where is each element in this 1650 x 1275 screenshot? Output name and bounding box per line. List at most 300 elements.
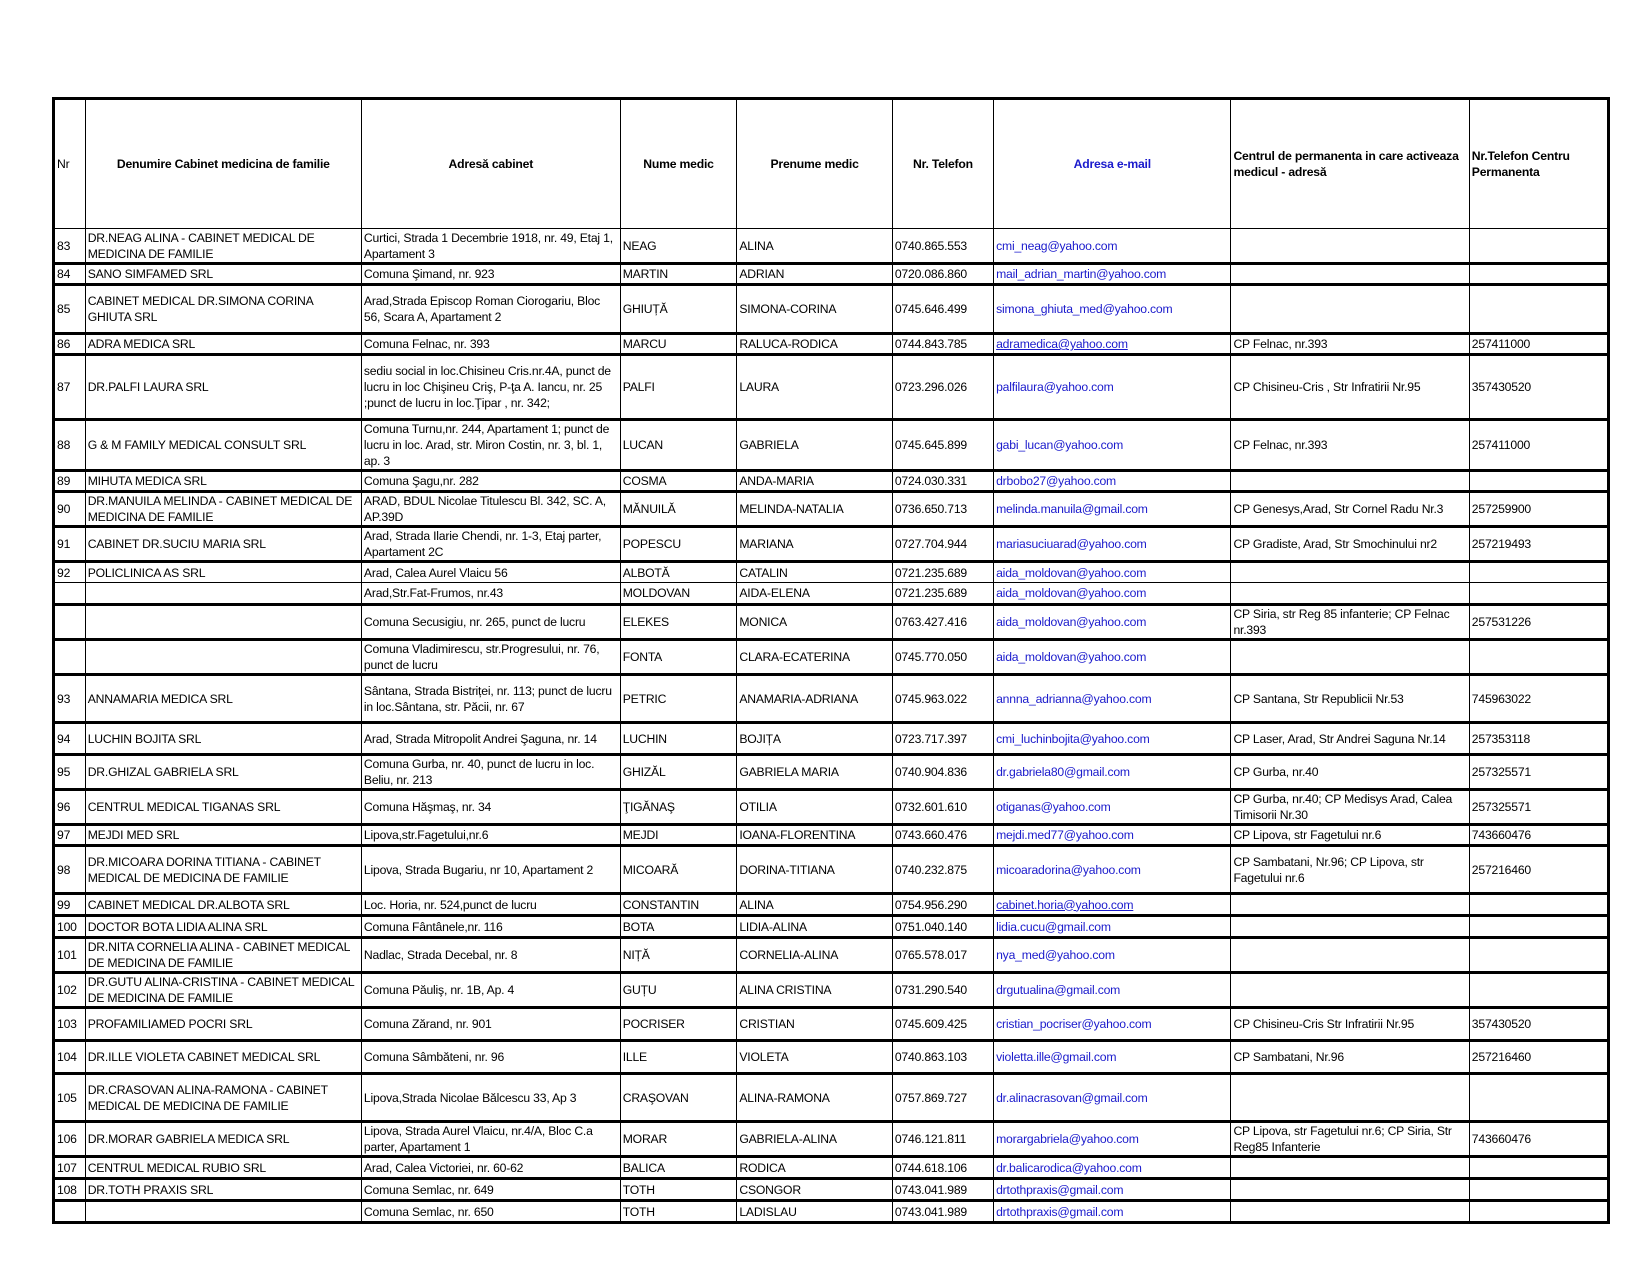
doctor-surname: MICOARĂ <box>620 846 737 894</box>
cabinet-address: Arad, Strada Ilarie Chendi, nr. 1-3, Etaj parter, Apartament 2C <box>361 527 620 562</box>
phone-number: 0743.660.476 <box>892 825 993 846</box>
doctor-firstname: CORNELIA-ALINA <box>737 938 893 973</box>
perm-center-phone: 257219493 <box>1469 527 1608 562</box>
row-nr <box>54 605 86 640</box>
cabinet-name: DR.NEAG ALINA - CABINET MEDICAL DE MEDICINA DE FAMILIE <box>85 229 361 264</box>
email-address <box>994 894 1231 916</box>
doctor-firstname: MARIANA <box>737 527 893 562</box>
phone-number: 0740.232.875 <box>892 846 993 894</box>
cabinet-name <box>85 583 361 605</box>
phone-number: 0751.040.140 <box>892 916 993 938</box>
table-row <box>54 1122 1609 1157</box>
doctor-surname: MEJDI <box>620 825 737 846</box>
email-address <box>994 355 1231 420</box>
cabinet-name: DR.MICOARA DORINA TITIANA - CABINET MEDICAL DE MEDICINA DE FAMILIE <box>85 846 361 894</box>
email-link[interactable]: adramedica@yahoo.com <box>996 337 1128 351</box>
row-nr: 98 <box>54 846 86 894</box>
perm-center-address <box>1231 1157 1469 1179</box>
cabinet-address: Lipova, Strada Aurel Vlaicu, nr.4/A, Bloc C.a parter, Apartament 1 <box>361 1122 620 1157</box>
email-address <box>994 1008 1231 1041</box>
email-address <box>994 471 1231 492</box>
cabinet-name: CABINET MEDICAL DR.SIMONA CORINA GHIUTA SRL <box>85 285 361 334</box>
email-address <box>994 1074 1231 1122</box>
table-row <box>54 471 1609 492</box>
header-phone: Nr. Telefon <box>892 99 993 229</box>
cabinet-name: DR.GHIZAL GABRIELA SRL <box>85 755 361 790</box>
doctor-firstname: MONICA <box>737 605 893 640</box>
perm-center-address <box>1231 973 1469 1008</box>
email-link[interactable]: cmi_neag@yahoo.com <box>996 238 1118 253</box>
row-nr: 83 <box>54 229 86 264</box>
email-link[interactable]: aida_moldovan@yahoo.com <box>996 650 1147 664</box>
perm-center-phone: 257325571 <box>1469 755 1608 790</box>
perm-center-phone <box>1469 640 1608 675</box>
perm-center-address: CP Lipova, str Fagetului nr.6; CP Siria, Str Reg85 Infanterie <box>1231 1122 1469 1157</box>
phone-number: 0732.601.610 <box>892 790 993 825</box>
doctor-surname: POPESCU <box>620 527 737 562</box>
perm-center-address <box>1231 471 1469 492</box>
perm-center-address <box>1231 229 1469 264</box>
table-row <box>54 605 1609 640</box>
perm-center-address: CP Gradiste, Arad, Str Smochinului nr2 <box>1231 527 1469 562</box>
table-row <box>54 285 1609 334</box>
email-link[interactable]: mail_adrian_martin@yahoo.com <box>996 267 1167 281</box>
perm-center-phone: 743660476 <box>1469 1122 1608 1157</box>
doctor-firstname: ALINA CRISTINA <box>737 973 893 1008</box>
phone-number: 0744.618.106 <box>892 1157 993 1179</box>
row-nr: 96 <box>54 790 86 825</box>
table-row <box>54 755 1609 790</box>
row-nr: 100 <box>54 916 86 938</box>
email-address <box>994 790 1231 825</box>
header-address: Adresă cabinet <box>361 99 620 229</box>
row-nr: 106 <box>54 1122 86 1157</box>
phone-number: 0744.843.785 <box>892 334 993 355</box>
perm-center-phone <box>1469 1179 1608 1201</box>
row-nr: 108 <box>54 1179 86 1201</box>
perm-center-address: CP Chisineu-Cris Str Infratirii Nr.95 <box>1231 1008 1469 1041</box>
perm-center-address <box>1231 1201 1469 1223</box>
family-doctors-table <box>52 97 1610 1224</box>
email-link[interactable]: cmi_luchinbojita@yahoo.com <box>996 731 1150 746</box>
cabinet-name <box>85 1201 361 1223</box>
doctor-firstname: LAURA <box>737 355 893 420</box>
row-nr: 94 <box>54 723 86 755</box>
doctor-surname: MOLDOVAN <box>620 583 737 605</box>
cabinet-address: Lipova, Strada Bugariu, nr 10, Apartament 2 <box>361 846 620 894</box>
perm-center-phone: 743660476 <box>1469 825 1608 846</box>
cabinet-address: Loc. Horia, nr. 524,punct de lucru <box>361 894 620 916</box>
phone-number: 0745.963.022 <box>892 675 993 723</box>
perm-center-phone: 357430520 <box>1469 1008 1608 1041</box>
table-row <box>54 846 1609 894</box>
doctor-surname: ELEKES <box>620 605 737 640</box>
table-row <box>54 1008 1609 1041</box>
email-link[interactable]: melinda.manuila@gmail.com <box>996 502 1148 516</box>
doctor-firstname: GABRIELA-ALINA <box>737 1122 893 1157</box>
doctor-firstname: CRISTIAN <box>737 1008 893 1041</box>
table-row <box>54 1157 1609 1179</box>
phone-number: 0721.235.689 <box>892 562 993 583</box>
phone-number: 0746.121.811 <box>892 1122 993 1157</box>
email-address <box>994 583 1231 605</box>
header-firstname: Prenume medic <box>737 99 893 229</box>
cabinet-name: MEJDI MED SRL <box>85 825 361 846</box>
cabinet-name: SANO SIMFAMED SRL <box>85 264 361 285</box>
doctor-firstname: BOJIȚA <box>737 723 893 755</box>
doctor-surname: ILLE <box>620 1041 737 1074</box>
email-address <box>994 640 1231 675</box>
email-address <box>994 1201 1231 1223</box>
doctor-surname: CONSTANTIN <box>620 894 737 916</box>
cabinet-address: Comuna Zărand, nr. 901 <box>361 1008 620 1041</box>
email-link[interactable]: morargabriela@yahoo.com <box>996 1132 1139 1146</box>
doctor-surname: POCRISER <box>620 1008 737 1041</box>
email-link[interactable]: aida_moldovan@yahoo.com <box>996 615 1147 629</box>
table-row <box>54 583 1609 605</box>
doctor-firstname: GABRIELA MARIA <box>737 755 893 790</box>
cabinet-name: DR.PALFI LAURA SRL <box>85 355 361 420</box>
row-nr: 84 <box>54 264 86 285</box>
table-row <box>54 355 1609 420</box>
email-link[interactable]: mariasuciuarad@yahoo.com <box>996 537 1147 551</box>
doctor-surname: CRAŞOVAN <box>620 1074 737 1122</box>
table-row <box>54 1201 1609 1223</box>
doctor-surname: ALBOTĂ <box>620 562 737 583</box>
cabinet-address: Comuna Şagu,nr. 282 <box>361 471 620 492</box>
cabinet-name: DR.CRASOVAN ALINA-RAMONA - CABINET MEDICAL DE MEDICINA DE FAMILIE <box>85 1074 361 1122</box>
cabinet-name: CENTRUL MEDICAL RUBIO SRL <box>85 1157 361 1179</box>
email-link[interactable]: lidia.cucu@gmail.com <box>996 919 1111 934</box>
email-link[interactable]: gabi_lucan@yahoo.com <box>996 438 1124 452</box>
email-link[interactable]: dr.gabriela80@gmail.com <box>996 765 1130 779</box>
table-row <box>54 264 1609 285</box>
row-nr: 86 <box>54 334 86 355</box>
doctor-surname: MĂNUILĂ <box>620 492 737 527</box>
email-link[interactable]: drtothpraxis@gmail.com <box>996 1204 1124 1219</box>
doctor-surname: GHIUȚĂ <box>620 285 737 334</box>
email-address <box>994 562 1231 583</box>
email-link[interactable]: aida_moldovan@yahoo.com <box>996 586 1147 600</box>
perm-center-address <box>1231 583 1469 605</box>
perm-center-address <box>1231 285 1469 334</box>
cabinet-address: Comuna Fântânele,nr. 116 <box>361 916 620 938</box>
perm-center-address: CP Gurba, nr.40 <box>1231 755 1469 790</box>
email-link[interactable]: aida_moldovan@yahoo.com <box>996 565 1147 580</box>
cabinet-address: Comuna Semlac, nr. 649 <box>361 1179 620 1201</box>
email-link[interactable]: drbobo27@yahoo.com <box>996 474 1117 488</box>
doctor-firstname: RALUCA-RODICA <box>737 334 893 355</box>
email-address <box>994 492 1231 527</box>
perm-center-phone <box>1469 973 1608 1008</box>
doctor-firstname: GABRIELA <box>737 420 893 471</box>
header-cabinet-name: Denumire Cabinet medicina de familie <box>85 99 361 229</box>
email-link[interactable]: cristian_pocriser@yahoo.com <box>996 1017 1152 1031</box>
cabinet-address: Lipova,Strada Nicolae Bălcescu 33, Ap 3 <box>361 1074 620 1122</box>
doctor-surname: LUCAN <box>620 420 737 471</box>
phone-number: 0740.863.103 <box>892 1041 993 1074</box>
email-address <box>994 264 1231 285</box>
cabinet-address: Arad, Calea Aurel Vlaicu 56 <box>361 562 620 583</box>
perm-center-address: CP Genesys,Arad, Str Cornel Radu Nr.3 <box>1231 492 1469 527</box>
email-address <box>994 846 1231 894</box>
perm-center-address: CP Lipova, str Fagetului nr.6 <box>1231 825 1469 846</box>
doctor-firstname: LIDIA-ALINA <box>737 916 893 938</box>
cabinet-name: DR.NITA CORNELIA ALINA - CABINET MEDICAL DE MEDICINA DE FAMILIE <box>85 938 361 973</box>
phone-number: 0723.296.026 <box>892 355 993 420</box>
cabinet-address: ARAD, BDUL Nicolae Titulescu Bl. 342, SC. A, AP.39D <box>361 492 620 527</box>
perm-center-address <box>1231 1179 1469 1201</box>
email-address <box>994 229 1231 264</box>
email-address <box>994 334 1231 355</box>
cabinet-name <box>85 640 361 675</box>
cabinet-name: G & M FAMILY MEDICAL CONSULT SRL <box>85 420 361 471</box>
table-row <box>54 790 1609 825</box>
cabinet-name: ADRA MEDICA SRL <box>85 334 361 355</box>
phone-number: 0763.427.416 <box>892 605 993 640</box>
email-address <box>994 1122 1231 1157</box>
phone-number: 0720.086.860 <box>892 264 993 285</box>
row-nr <box>54 640 86 675</box>
phone-number: 0757.869.727 <box>892 1074 993 1122</box>
doctor-firstname: CLARA-ECATERINA <box>737 640 893 675</box>
email-address <box>994 938 1231 973</box>
perm-center-phone <box>1469 916 1608 938</box>
doctor-firstname: VIOLETA <box>737 1041 893 1074</box>
cabinet-name: PROFAMILIAMED POCRI SRL <box>85 1008 361 1041</box>
doctor-firstname: CSONGOR <box>737 1179 893 1201</box>
phone-number: 0754.956.290 <box>892 894 993 916</box>
table-header-row <box>54 99 1609 229</box>
row-nr: 95 <box>54 755 86 790</box>
cabinet-address: Arad,Strada Episcop Roman Ciorogariu, Bloc 56, Scara A, Apartament 2 <box>361 285 620 334</box>
email-address <box>994 1179 1231 1201</box>
cabinet-name <box>85 605 361 640</box>
cabinet-address: Comuna Sâmbăteni, nr. 96 <box>361 1041 620 1074</box>
doctor-firstname: LADISLAU <box>737 1201 893 1223</box>
cabinet-name: DR.MANUILA MELINDA - CABINET MEDICAL DE MEDICINA DE FAMILIE <box>85 492 361 527</box>
cabinet-address: Comuna Semlac, nr. 650 <box>361 1201 620 1223</box>
perm-center-phone <box>1469 1157 1608 1179</box>
doctor-surname: FONTA <box>620 640 737 675</box>
doctor-firstname: ALINA <box>737 894 893 916</box>
perm-center-address: CP Felnac, nr.393 <box>1231 420 1469 471</box>
email-link[interactable]: simona_ghiuta_med@yahoo.com <box>996 302 1173 316</box>
perm-center-phone <box>1469 1201 1608 1223</box>
doctor-firstname: OTILIA <box>737 790 893 825</box>
email-address <box>994 973 1231 1008</box>
header-nr: Nr <box>54 99 86 229</box>
doctor-surname: GUȚU <box>620 973 737 1008</box>
perm-center-address <box>1231 938 1469 973</box>
doctor-firstname: CATALIN <box>737 562 893 583</box>
cabinet-address: Lipova,str.Fagetului,nr.6 <box>361 825 620 846</box>
cabinet-name: LUCHIN BOJITA SRL <box>85 723 361 755</box>
phone-number: 0740.865.553 <box>892 229 993 264</box>
perm-center-address: CP Santana, Str Republicii Nr.53 <box>1231 675 1469 723</box>
cabinet-address: Arad,Str.Fat-Frumos, nr.43 <box>361 583 620 605</box>
row-nr <box>54 1201 86 1223</box>
table-row <box>54 334 1609 355</box>
email-address <box>994 285 1231 334</box>
phone-number: 0727.704.944 <box>892 527 993 562</box>
row-nr: 88 <box>54 420 86 471</box>
perm-center-phone: 357430520 <box>1469 355 1608 420</box>
cabinet-name: DR.MORAR GABRIELA MEDICA SRL <box>85 1122 361 1157</box>
perm-center-phone: 257531226 <box>1469 605 1608 640</box>
perm-center-address <box>1231 264 1469 285</box>
email-link[interactable]: micoaradorina@yahoo.com <box>996 862 1141 877</box>
cabinet-name: ANNAMARIA MEDICA SRL <box>85 675 361 723</box>
row-nr: 92 <box>54 562 86 583</box>
cabinet-name: CABINET DR.SUCIU MARIA SRL <box>85 527 361 562</box>
phone-number: 0736.650.713 <box>892 492 993 527</box>
email-link[interactable]: drgutualina@gmail.com <box>996 983 1121 997</box>
cabinet-address: Sântana, Strada Bistriței, nr. 113; punct de lucru in loc.Sântana, str. Păcii, nr. 67 <box>361 675 620 723</box>
doctor-surname: MORAR <box>620 1122 737 1157</box>
doctor-surname: ŢIGĂNAŞ <box>620 790 737 825</box>
doctor-surname: TOTH <box>620 1179 737 1201</box>
table-row <box>54 562 1609 583</box>
email-address <box>994 755 1231 790</box>
cabinet-name: CABINET MEDICAL DR.ALBOTA SRL <box>85 894 361 916</box>
doctor-surname: MARCU <box>620 334 737 355</box>
email-address <box>994 675 1231 723</box>
table-row <box>54 527 1609 562</box>
email-link[interactable]: mejdi.med77@yahoo.com <box>996 828 1134 842</box>
doctor-firstname: DORINA-TITIANA <box>737 846 893 894</box>
cabinet-name: POLICLINICA AS SRL <box>85 562 361 583</box>
email-link[interactable]: palfilaura@yahoo.com <box>996 380 1114 394</box>
phone-number: 0743.041.989 <box>892 1179 993 1201</box>
email-link[interactable]: dr.alinacrasovan@gmail.com <box>996 1090 1148 1105</box>
table-row <box>54 973 1609 1008</box>
perm-center-phone <box>1469 1074 1608 1122</box>
cabinet-address: Arad, Strada Mitropolit Andrei Şaguna, nr. 14 <box>361 723 620 755</box>
cabinet-name: CENTRUL MEDICAL TIGANAS SRL <box>85 790 361 825</box>
perm-center-address <box>1231 640 1469 675</box>
phone-number: 0745.609.425 <box>892 1008 993 1041</box>
perm-center-phone: 257216460 <box>1469 1041 1608 1074</box>
phone-number: 0740.904.836 <box>892 755 993 790</box>
row-nr <box>54 583 86 605</box>
perm-center-address: CP Laser, Arad, Str Andrei Saguna Nr.14 <box>1231 723 1469 755</box>
phone-number: 0765.578.017 <box>892 938 993 973</box>
perm-center-phone <box>1469 938 1608 973</box>
perm-center-address <box>1231 894 1469 916</box>
doctor-surname: PALFI <box>620 355 737 420</box>
phone-number: 0731.290.540 <box>892 973 993 1008</box>
email-address <box>994 916 1231 938</box>
email-link[interactable]: otiganas@yahoo.com <box>996 800 1111 814</box>
phone-number: 0745.646.499 <box>892 285 993 334</box>
cabinet-address: Comuna Păuliş, nr. 1B, Ap. 4 <box>361 973 620 1008</box>
row-nr: 102 <box>54 973 86 1008</box>
email-link[interactable]: cabinet.horia@yahoo.com <box>996 897 1134 912</box>
header-perm-center: Centrul de permanenta in care activeaza medicul - adresă <box>1231 99 1469 229</box>
email-link[interactable]: violetta.ille@gmail.com <box>996 1050 1117 1064</box>
phone-number: 0724.030.331 <box>892 471 993 492</box>
cabinet-name: DOCTOR BOTA LIDIA ALINA SRL <box>85 916 361 938</box>
doctor-surname: NIȚĂ <box>620 938 737 973</box>
email-link[interactable]: dr.balicarodica@yahoo.com <box>996 1160 1142 1175</box>
perm-center-phone <box>1469 894 1608 916</box>
email-link[interactable]: nya_med@yahoo.com <box>996 948 1115 962</box>
perm-center-address <box>1231 562 1469 583</box>
cabinet-address: Comuna Şimand, nr. 923 <box>361 264 620 285</box>
cabinet-address: Comuna Vladimirescu, str.Progresului, nr. 76, punct de lucru <box>361 640 620 675</box>
doctor-surname: LUCHIN <box>620 723 737 755</box>
table-row <box>54 916 1609 938</box>
doctor-firstname: SIMONA-CORINA <box>737 285 893 334</box>
email-address <box>994 527 1231 562</box>
table-row <box>54 1179 1609 1201</box>
cabinet-address: Comuna Felnac, nr. 393 <box>361 334 620 355</box>
phone-number: 0721.235.689 <box>892 583 993 605</box>
doctor-surname: TOTH <box>620 1201 737 1223</box>
doctor-firstname: IOANA-FLORENTINA <box>737 825 893 846</box>
cabinet-address: Comuna Hăşmaş, nr. 34 <box>361 790 620 825</box>
doctor-surname: GHIZĂL <box>620 755 737 790</box>
table-row <box>54 675 1609 723</box>
perm-center-address: CP Gurba, nr.40; CP Medisys Arad, Calea Timisorii Nr.30 <box>1231 790 1469 825</box>
perm-center-phone: 257325571 <box>1469 790 1608 825</box>
doctor-firstname: AIDA-ELENA <box>737 583 893 605</box>
row-nr: 101 <box>54 938 86 973</box>
table-row <box>54 894 1609 916</box>
row-nr: 107 <box>54 1157 86 1179</box>
doctor-surname: MARTIN <box>620 264 737 285</box>
email-link[interactable]: drtothpraxis@gmail.com <box>996 1182 1124 1197</box>
perm-center-address <box>1231 1074 1469 1122</box>
doctor-firstname: MELINDA-NATALIA <box>737 492 893 527</box>
phone-number: 0745.770.050 <box>892 640 993 675</box>
doctor-firstname: ALINA <box>737 229 893 264</box>
cabinet-address: Comuna Secusigiu, nr. 265, punct de lucru <box>361 605 620 640</box>
row-nr: 104 <box>54 1041 86 1074</box>
perm-center-address <box>1231 916 1469 938</box>
table-row <box>54 938 1609 973</box>
doctor-firstname: ANDA-MARIA <box>737 471 893 492</box>
perm-center-phone <box>1469 583 1608 605</box>
perm-center-phone <box>1469 471 1608 492</box>
perm-center-phone <box>1469 229 1608 264</box>
perm-center-phone <box>1469 562 1608 583</box>
cabinet-name: DR.TOTH PRAXIS SRL <box>85 1179 361 1201</box>
header-email: Adresa e-mail <box>994 99 1231 229</box>
row-nr: 99 <box>54 894 86 916</box>
perm-center-phone: 257353118 <box>1469 723 1608 755</box>
table-row <box>54 1074 1609 1122</box>
table-row <box>54 1041 1609 1074</box>
row-nr: 90 <box>54 492 86 527</box>
perm-center-address: CP Felnac, nr.393 <box>1231 334 1469 355</box>
doctor-firstname: RODICA <box>737 1157 893 1179</box>
doctor-surname: BOTA <box>620 916 737 938</box>
doctor-firstname: ALINA-RAMONA <box>737 1074 893 1122</box>
perm-center-phone <box>1469 264 1608 285</box>
table-row <box>54 723 1609 755</box>
phone-number: 0723.717.397 <box>892 723 993 755</box>
email-link[interactable]: annna_adrianna@yahoo.com <box>996 691 1152 706</box>
row-nr: 89 <box>54 471 86 492</box>
cabinet-name: MIHUTA MEDICA SRL <box>85 471 361 492</box>
perm-center-address: CP Chisineu-Cris , Str Infratirii Nr.95 <box>1231 355 1469 420</box>
email-address <box>994 1041 1231 1074</box>
doctor-surname: BALICA <box>620 1157 737 1179</box>
row-nr: 103 <box>54 1008 86 1041</box>
cabinet-address: Curtici, Strada 1 Decembrie 1918, nr. 49, Etaj 1, Apartament 3 <box>361 229 620 264</box>
